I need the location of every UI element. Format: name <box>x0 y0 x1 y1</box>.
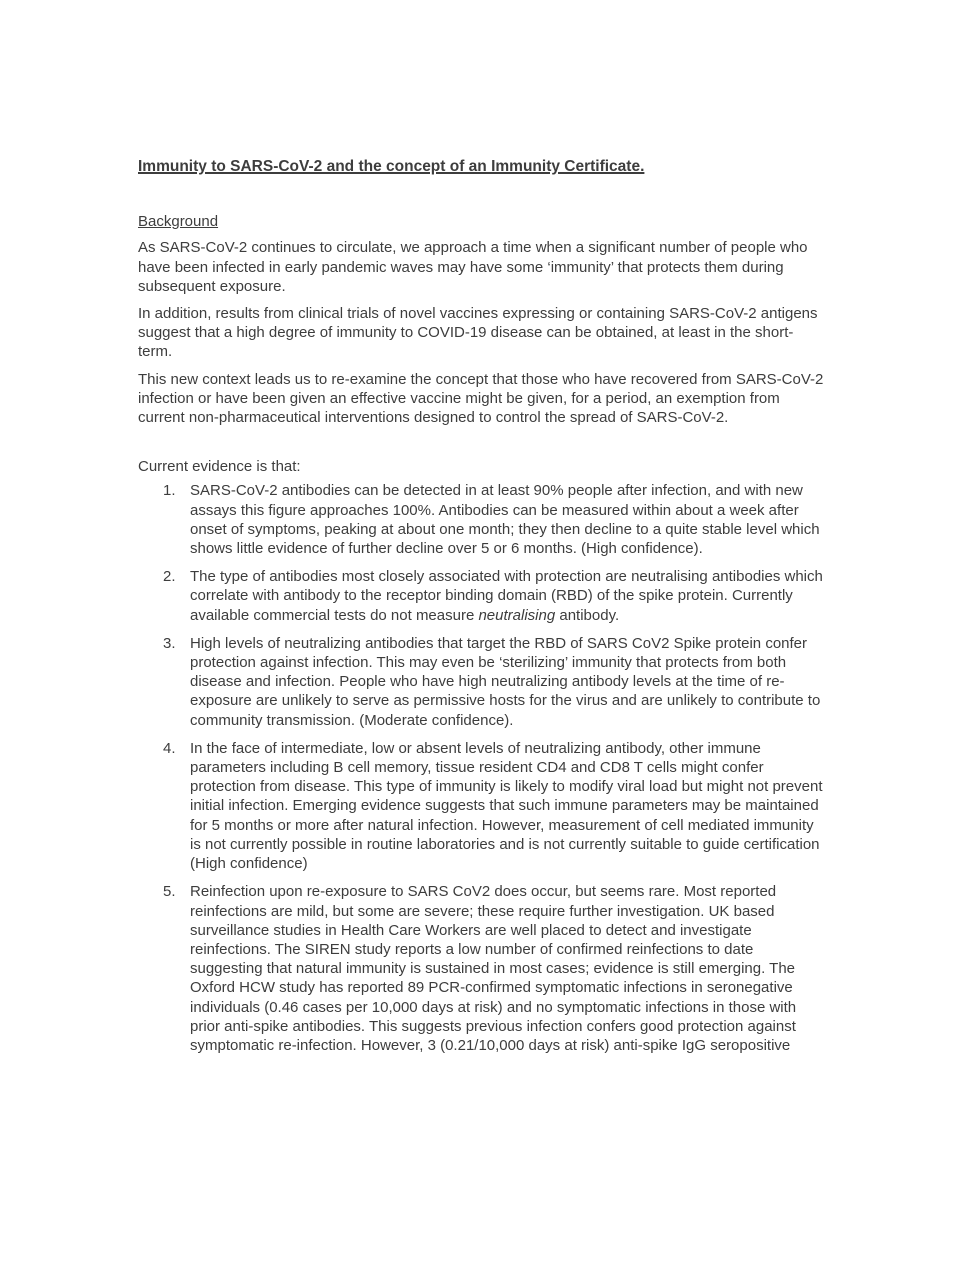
evidence-list <box>138 481 824 1055</box>
evidence-intro: Current evidence is that: <box>138 458 301 476</box>
background-paragraph-3: This new context leads us to re-examine the concept that those who have recovered from SARS-CoV-2 infection or have been given an effective vaccine might be given, for a period, an exemption from current non-pharmaceutical interventions designed to control the spread of SARS-CoV-2. <box>138 370 824 427</box>
item-number: 2. <box>163 568 176 586</box>
background-section <box>138 212 824 427</box>
item-number: 4. <box>163 739 176 757</box>
evidence-item-3 <box>138 634 824 730</box>
background-heading: Background <box>138 213 219 231</box>
item-number: 3. <box>163 634 176 652</box>
item-text <box>190 567 824 625</box>
item-text: Reinfection upon re-exposure to SARS CoV2 does occur, but seems rare. Most reported reinfections are mild, but some are severe; these require further investigation. UK based surveillance studies in Health Care Workers are well placed to detect and investigate reinfections. The SIREN study reports a low number of confirmed reinfections to date suggesting that natural immunity is sustained in most cases; evidence is still emerging. The Oxford HCW study has reported 89 PCR-confirmed symptomatic infections in seronegative individuals (0.46 cases per 10,000 days at risk) and no symptomatic infections in those with prior anti-spike antibodies. This suggests previous infection confers good protection against symptomatic re-infection. However, 3 (0.21/10,000 days at risk) anti-spike IgG seropositive <box>190 883 797 1054</box>
item-text-italic: neutralising <box>478 606 556 624</box>
evidence-section <box>138 457 824 1055</box>
evidence-item-5 <box>138 882 824 1055</box>
document-title: Immunity to SARS-CoV-2 and the concept of an Immunity Certificate. <box>138 158 645 175</box>
document-content <box>138 157 824 1064</box>
item-number: 1. <box>163 482 176 500</box>
item-text-pre: The type of antibodies most closely associated with protection are neutralising antibodies which correlate with antibody to the receptor binding domain (RBD) of the spike protein. Currently available commercial tests do not measure <box>190 568 823 624</box>
background-paragraph-2: In addition, results from clinical trials of novel vaccines expressing or containing SARS-CoV-2 antigens suggest that a high degree of immunity to COVID-19 disease can be obtained, at least in the short-term. <box>138 305 818 361</box>
item-text: In the face of intermediate, low or absent levels of neutralizing antibody, other immune parameters including B cell memory, tissue resident CD4 and CD8 T cells might confer protection from disease. This type of immunity is likely to modify viral load but might not prevent initial infection. Emerging evidence suggests that such immune parameters may be maintained for 5 months or more after natural infection. However, measurement of cell mediated immunity is not currently possible in routine laboratories and is not currently suitable to guide certification (High confidence) <box>190 739 823 873</box>
item-text: High levels of neutralizing antibodies that target the RBD of SARS CoV2 Spike protein confer protection against infection. This may even be ‘sterilizing’ immunity that protects from both disease and infection. People who have high neutralizing antibody levels at the time of re-exposure are unlikely to serve as permissive hosts for the virus and are unlikely to contribute to community transmission. (Moderate confidence). <box>190 634 821 729</box>
evidence-item-4 <box>138 739 824 873</box>
item-number: 5. <box>163 883 176 901</box>
background-paragraph-1: As SARS-CoV-2 continues to circulate, we approach a time when a significant number of people who have been infected in early pandemic waves may have some ‘immunity’ that protects them during subsequent exposure. <box>138 239 808 295</box>
item-text-post: antibody. <box>559 606 620 624</box>
evidence-item-2 <box>138 567 824 625</box>
evidence-item-1 <box>138 481 824 558</box>
item-text: SARS-CoV-2 antibodies can be detected in at least 90% people after infection, and with new assays this figure approaches 100%. Antibodies can be measured within about a week after onset of symptoms, peaking at about one month; they then decline to a quite stable level which shows little evidence of further decline over 5 or 6 months. (High confidence). <box>190 482 820 558</box>
